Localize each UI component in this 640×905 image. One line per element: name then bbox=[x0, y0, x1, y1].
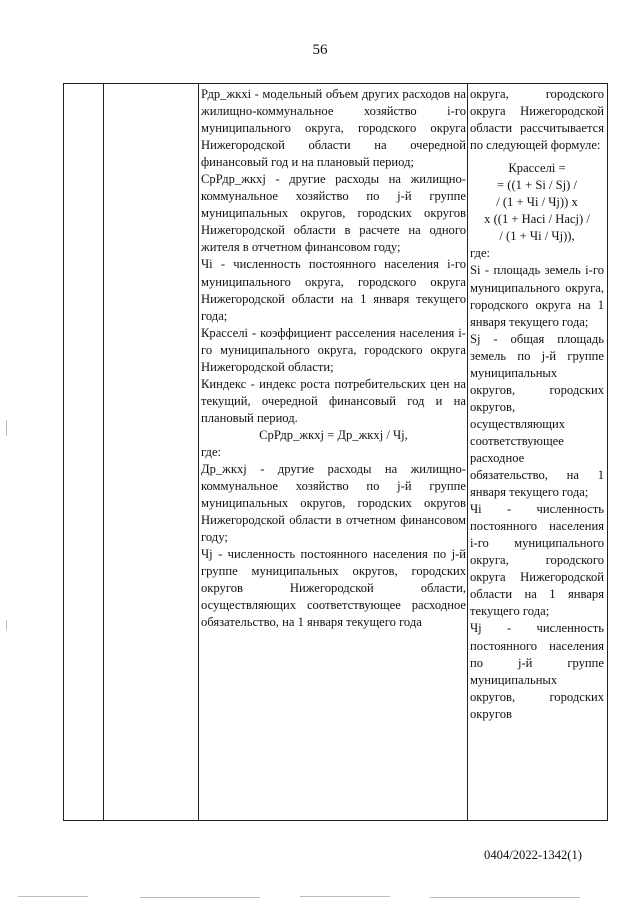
formula-line-1: Красселi = bbox=[508, 161, 566, 176]
definition-srrdr: СрРдр_жкхj - другие расходы на жилищно-коммунальное хозяйство по j-й группе муниципальных округов, городских округов Нижегородской области в расчете на одного жителя в отчетном финансовом году; bbox=[201, 172, 466, 255]
formula-line-3: / (1 + Чi / Чj)) x bbox=[496, 195, 578, 210]
scan-artifact bbox=[430, 897, 580, 898]
scan-artifact bbox=[300, 896, 390, 897]
where-label: где: bbox=[201, 444, 222, 459]
right-where-label: где: bbox=[470, 246, 491, 261]
formula-definitions-column bbox=[201, 86, 466, 632]
scan-artifact bbox=[6, 420, 7, 436]
document-code: 0404/2022-1342(1) bbox=[484, 848, 582, 862]
scan-artifact bbox=[18, 896, 88, 897]
page-number: 56 bbox=[312, 42, 328, 58]
definition-krassel: Красселi - коэффициент расселения населения i-го муниципального округа, городского округа Нижегородской области; bbox=[201, 325, 466, 374]
coefficient-column bbox=[470, 86, 604, 723]
column-divider-2 bbox=[198, 84, 199, 820]
definition-kindeks: Киндекс - индекс роста потребительских цен на текущий, очередной финансовый год и на плановый период. bbox=[201, 376, 466, 425]
formula-line-5: / (1 + Чi / Чj)), bbox=[499, 229, 575, 244]
formula-line-2: = ((1 + Si / Sj) / bbox=[497, 178, 577, 193]
column-divider-3 bbox=[467, 84, 468, 820]
definition-chi-right: Чi - численность постоянного населения i-го муниципального округа, городского округа Нижегородской области на 1 января текущего года; bbox=[470, 502, 604, 619]
definition-rdr: Рдр_жкхi - модельный объем других расходов на жилищно-коммунальное хозяйство i-го муниципального округа, городского округа Нижегородской области на очередной финансовый год и на плановый период; bbox=[201, 87, 466, 170]
coefficient-intro: округа, городского округа Нижегородской области рассчитывается по следующей формуле: bbox=[470, 87, 604, 153]
definition-dr: Др_жкхj - другие расходы на жилищно-коммунальное хозяйство по j-й группе муниципальных округов, городских округов Нижегородской области в отчетном финансовом году; bbox=[201, 462, 466, 545]
definition-chj-right: Чj - численность постоянного населения по j-й группе муниципальных округов, городских округов bbox=[470, 621, 604, 721]
definition-chj: Чj - численность постоянного населения по j-й группе муниципальных округов, городских округов Нижегородской области, осуществляющих соответствующее расходное обязательство, на 1 января текущего года bbox=[201, 547, 466, 630]
definition-si: Si - площадь земель i-го муниципального округа, городского округа на 1 января текущего года; bbox=[470, 263, 604, 329]
formula-srrdr: СрРдр_жкхj = Др_жкхj / Чj, bbox=[259, 427, 408, 442]
definition-chi: Чi - численность постоянного населения i-го муниципального округа, городского округа Нижегородской области на 1 января текущего года; bbox=[201, 257, 466, 323]
column-divider-1 bbox=[103, 84, 104, 820]
scan-artifact bbox=[6, 620, 7, 630]
definition-sj: Sj - общая площадь земель по j-й группе муниципальных округов, городских округов, осуществляющих соответствующее расходное обязательство, на 1 января текущего года; bbox=[470, 331, 604, 500]
document-table bbox=[63, 83, 608, 821]
formula-line-4: x ((1 + Насi / Насj) / bbox=[484, 212, 590, 227]
scan-artifact bbox=[140, 897, 260, 898]
